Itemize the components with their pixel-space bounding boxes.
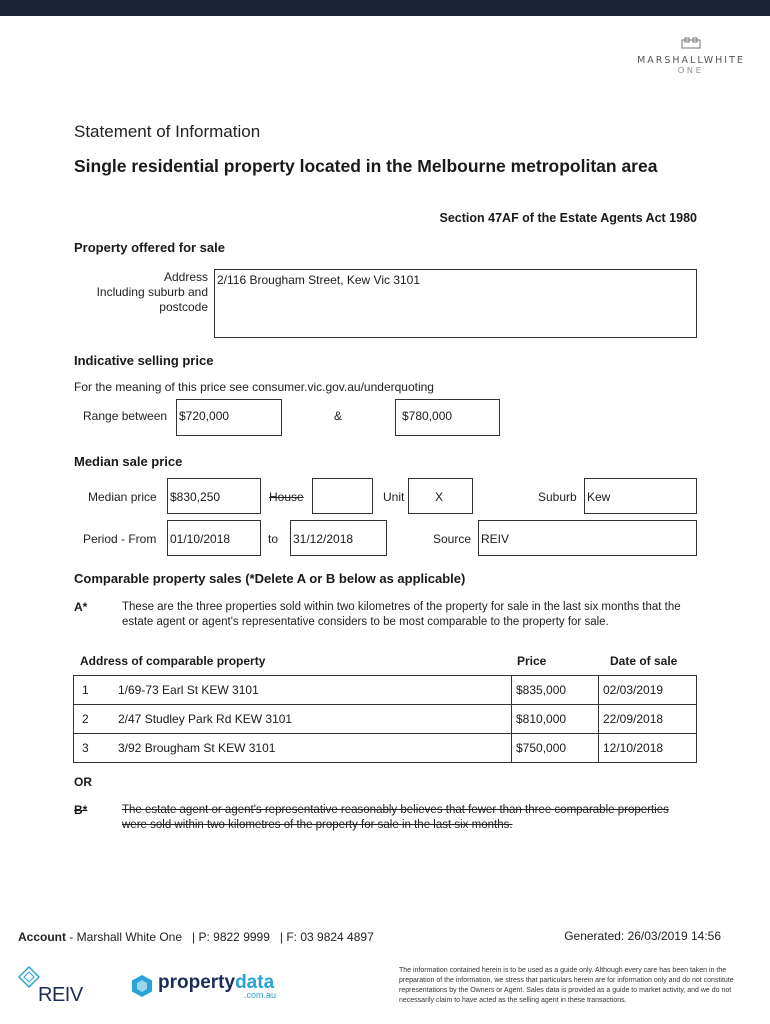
period-to-field[interactable]: 31/12/2018 (290, 520, 387, 556)
address-field[interactable]: 2/116 Brougham Street, Kew Vic 3101 (214, 269, 697, 338)
act-reference: Section 47AF of the Estate Agents Act 1980 (439, 211, 697, 225)
col-head-price: Price (517, 654, 547, 668)
house-field[interactable] (312, 478, 373, 514)
option-a-text: These are the three properties sold within two kilometres of the property for sale in the last six months that the estate agent or agent's representative considers to be most comparable to the property for sale. (122, 601, 681, 628)
underquoting-note: For the meaning of this price see consumer.vic.gov.au/underquoting (74, 380, 434, 394)
hexagon-logo-icon (130, 974, 154, 998)
row-date: 12/10/2018 (599, 734, 697, 763)
option-b-text: The estate agent or agent's representative reasonably believes that fewer than three comparable properties were sold within two kilometres of the property for sale in the last six months. (122, 804, 669, 831)
or-label: OR (74, 775, 92, 789)
brand-name: MARSHALLWHITE (637, 55, 745, 66)
document-title: Statement of Information (74, 122, 261, 141)
unit-field[interactable]: X (408, 478, 473, 514)
propertydata-domain-text: .com.au (244, 990, 277, 1000)
comparable-table (73, 675, 697, 763)
range-label: Range between (83, 409, 168, 423)
address-label-line-2: Including suburb and (96, 285, 208, 299)
row-number: 3 (74, 734, 115, 763)
marshall-white-logo (630, 36, 752, 75)
suburb-label: Suburb (538, 490, 577, 504)
row-number: 2 (74, 705, 115, 734)
row-price: $810,000 (512, 705, 599, 734)
median-heading: Median sale price (74, 454, 183, 469)
range-conjunction: & (334, 409, 343, 423)
reiv-diamond-icon (18, 966, 40, 988)
source-label: Source (433, 532, 472, 546)
disclaimer-text: The information contained herein is to be used as a guide only. Although every care has been taken in the preparation of the information, we stress that particulars herein are for information only and do not constitute representations by the Owners or Agent. Sales data is provided as a guide to market activity, and we do not necessarily claim to have acted as the selling agent in these transactions. (399, 967, 734, 1004)
row-date: 22/09/2018 (599, 705, 697, 734)
option-b-label: B* (74, 803, 88, 817)
col-head-date: Date of sale (610, 654, 678, 668)
header-bar (0, 0, 770, 16)
row-price: $750,000 (512, 734, 599, 763)
unit-label: Unit (383, 490, 405, 504)
reiv-logo-text: REIV (38, 984, 83, 1006)
price-low-field[interactable]: $720,000 (176, 399, 282, 436)
row-number: 1 (74, 676, 115, 705)
propertydata-accent-text: data (235, 972, 275, 993)
median-price-field[interactable]: $830,250 (167, 478, 261, 514)
col-head-address: Address of comparable property (80, 654, 266, 668)
brand-sub: ONE (677, 66, 705, 75)
address-label (60, 270, 208, 315)
propertydata-main-text: property (158, 972, 236, 993)
row-address: 2/47 Studley Park Rd KEW 3101 (114, 705, 512, 734)
house-label: House (269, 490, 304, 504)
address-label-line-3: postcode (159, 300, 208, 314)
table-row (74, 676, 697, 705)
indicative-price-heading: Indicative selling price (74, 353, 214, 368)
row-address: 1/69-73 Earl St KEW 3101 (114, 676, 512, 705)
price-high-field[interactable]: $780,000 (395, 399, 500, 436)
source-field[interactable]: REIV (478, 520, 697, 556)
period-to-label: to (268, 532, 279, 546)
table-row (74, 734, 697, 763)
comparable-heading: Comparable property sales (*Delete A or B below as applicable) (74, 571, 466, 586)
account-line (18, 930, 374, 944)
median-price-label: Median price (88, 490, 157, 504)
account-label: Account (18, 930, 66, 944)
row-date: 02/03/2019 (599, 676, 697, 705)
period-from-label: Period - From (83, 532, 157, 546)
property-offered-heading: Property offered for sale (74, 240, 225, 255)
row-address: 3/92 Brougham St KEW 3101 (114, 734, 512, 763)
table-row (74, 705, 697, 734)
generated-timestamp: Generated: 26/03/2019 14:56 (564, 929, 721, 943)
period-from-field[interactable]: 01/10/2018 (167, 520, 261, 556)
row-price: $835,000 (512, 676, 599, 705)
building-logo-icon (681, 37, 701, 49)
address-label-line-1: Address (163, 270, 208, 284)
account-details: - Marshall White One | P: 9822 9999 | F: 03 9824 4897 (66, 930, 374, 944)
option-a-label: A* (74, 600, 88, 614)
document-subtitle: Single residential property located in the Melbourne metropolitan area (74, 156, 658, 176)
suburb-field[interactable]: Kew (584, 478, 697, 514)
